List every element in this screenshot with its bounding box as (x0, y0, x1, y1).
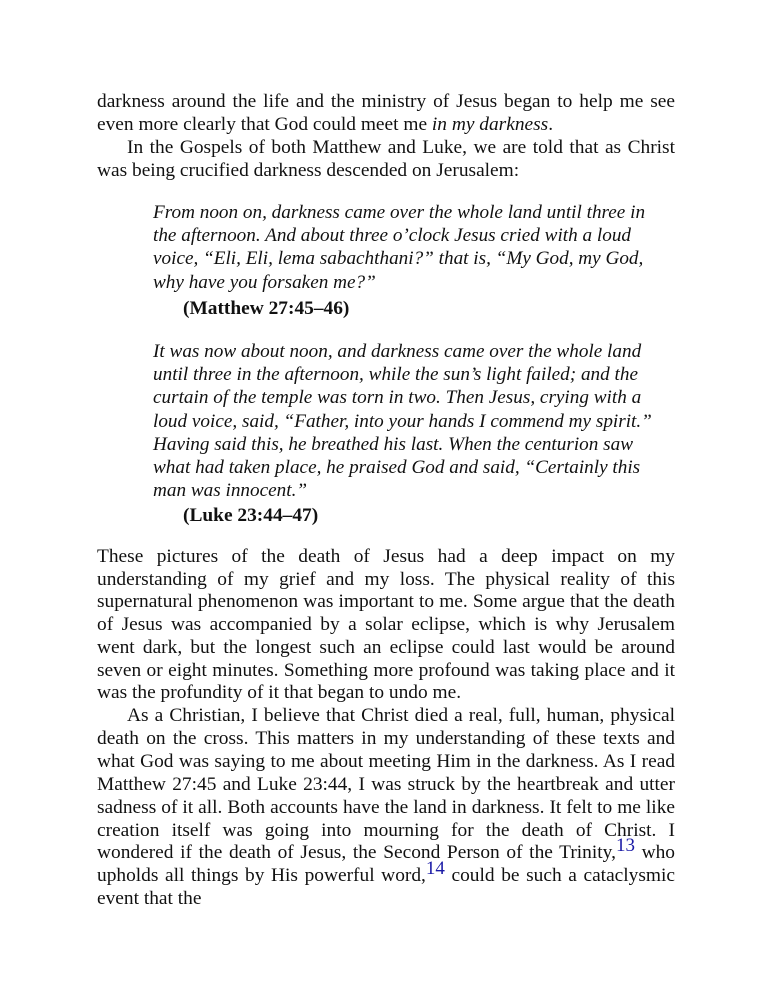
paragraph-text: could be such a cataclysmic event that the (97, 865, 675, 910)
paragraph-text-end: . (548, 113, 554, 135)
paragraph-text: As a Christian, I believe that Christ died a real, full, human, physical death on the cross. This matters in my understanding of these texts and what God was saying to me about meeting Him in the darkness. As I read Matthew 27:45 and Luke 23:44, I was struck by the heartbreak and utter sadness of it all. Both accounts have the land in darkness. It felt to me like creation itself was going into mourning for the death of Christ. I wondered if the death of Jesus, the Second Person of the Trinity, (97, 705, 675, 864)
emphasis-text: in my darkness (431, 113, 549, 135)
paragraph-christian-belief (97, 705, 675, 911)
paragraph-text: darkness around the life and the ministry of Jesus began to help me see even more clearly that God could meet me (97, 91, 675, 135)
citation-luke: (Luke 23:44–47) (183, 505, 319, 526)
footnote-link-13[interactable]: 13 (615, 835, 635, 857)
block-quote-luke: It was now about noon, and darkness came over the whole land until three in the afternoon, while the sun’s light failed; and the curtain of the temple was torn in two. Then Jesus, crying with a loud voice, said, “Father, into your hands I commend my spirit.” Having said this, he breathed his last. When the centurion saw what had taken place, he praised God and said, “Certainly this man was innocent.” (153, 341, 652, 502)
paragraph-continued (97, 91, 675, 136)
paragraph-gospels-intro: In the Gospels of both Matthew and Luke, we are told that as Christ was being crucified darkness descended on Jerusalem: (97, 137, 675, 181)
footnote-link-14[interactable]: 14 (425, 858, 445, 880)
paragraph-text: who upholds all things by His powerful word, (97, 842, 675, 887)
paragraph-impact: These pictures of the death of Jesus had a deep impact on my understanding of my grief and my loss. The physical reality of this supernatural phenomenon was important to me. Some argue that the death of Jesus was accompanied by a solar eclipse, which is why Jerusalem went dark, but the longest such an eclipse could last would be around seven or eight minutes. Something more profound was taking place and it was the profundity of it that began to undo me. (97, 546, 675, 704)
citation-matthew: (Matthew 27:45–46) (183, 298, 350, 319)
block-quote-matthew: From noon on, darkness came over the whole land until three in the afternoon. And about three o’clock Jesus cried with a loud voice, “Eli, Eli, lema sabachthani?” that is, “My God, my God, why have you forsaken me?” (153, 202, 646, 293)
